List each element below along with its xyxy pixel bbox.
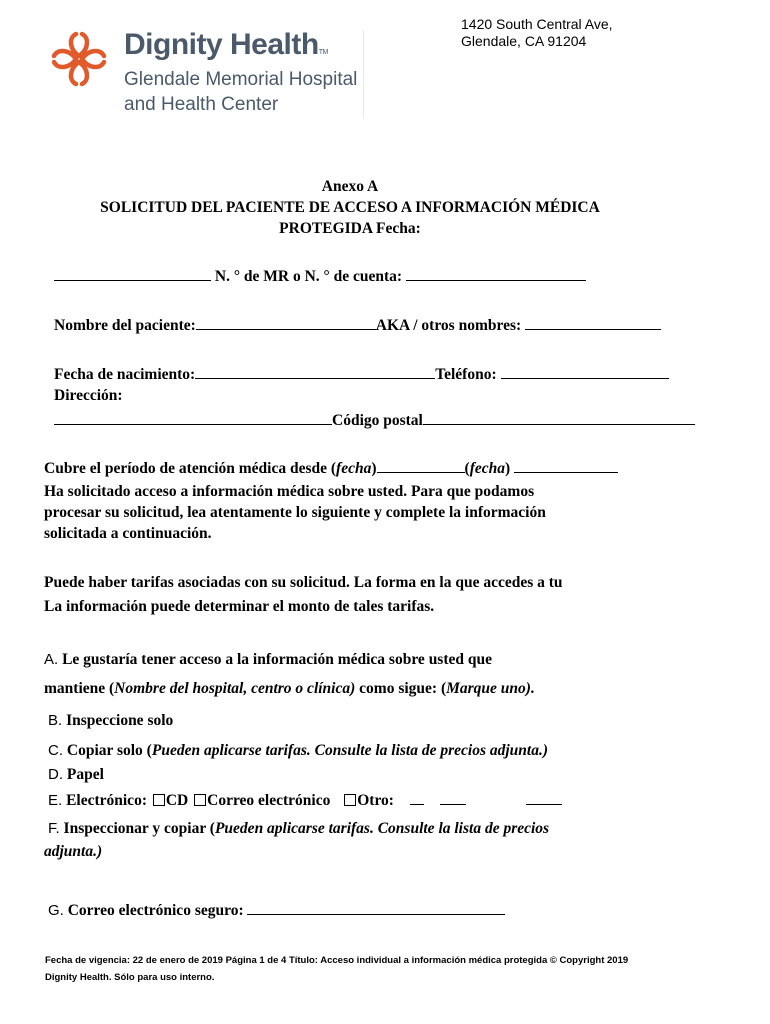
address-line1: 1420 South Central Ave,: [461, 16, 613, 32]
footer-line1: Fecha de vigencia: 22 de enero de 2019 Página 1 de 4 Título: Acceso individual a información médica protegida © Copyright 2019: [45, 955, 629, 966]
mr-row: [54, 266, 586, 286]
patient-name-row: [54, 315, 661, 335]
period-to-field[interactable]: [514, 458, 618, 473]
title-date: PROTEGIDA Fecha:: [279, 220, 421, 237]
other-field-1[interactable]: [410, 790, 424, 805]
phone-field[interactable]: [501, 364, 669, 379]
option-g: G. Correo electrónico seguro:: [48, 900, 505, 920]
option-e: E. Electrónico: CD Correo electrónico Otro:: [48, 790, 562, 810]
email-checkbox[interactable]: [194, 794, 206, 806]
dignity-health-flower-icon: [48, 28, 110, 90]
dob-field[interactable]: [195, 364, 435, 379]
option-d[interactable]: D. Papel: [48, 766, 104, 783]
aka-field[interactable]: [525, 315, 661, 330]
mr-label: N. ° de MR o N. ° de cuenta:: [214, 268, 403, 285]
aka-label: AKA / otros nombres:: [375, 317, 522, 334]
footer: [45, 952, 628, 986]
address: [461, 16, 613, 50]
dob-row: [54, 364, 669, 384]
dob-label: Fecha de nacimiento:: [54, 366, 196, 383]
phone-label: Teléfono:: [435, 366, 497, 383]
form-title: [0, 176, 700, 239]
address-line2: Glendale, CA 91204: [461, 33, 587, 49]
mr-number-field[interactable]: [406, 266, 586, 281]
footer-line2: Dignity Health. Sólo para uso interno.: [45, 972, 215, 983]
other-field-2[interactable]: [440, 790, 466, 805]
patient-name-label: Nombre del paciente:: [54, 317, 196, 334]
period-from-field[interactable]: [377, 458, 465, 473]
option-c[interactable]: C. Copiar solo (Pueden aplicarse tarifas. Consulte la lista de precios adjunta.): [48, 742, 548, 759]
fees-paragraph: Puede haber tarifas asociadas con su solicitud. La forma en la que accedes a tu La información puede determinar el monto de tales tarifas.: [44, 574, 563, 615]
option-b[interactable]: B. Inspeccione solo: [48, 712, 174, 729]
option-f-line2: adjunta.): [44, 843, 103, 860]
annex-label: Anexo A: [321, 178, 379, 195]
logo: [48, 28, 368, 120]
other-field-3[interactable]: [526, 790, 562, 805]
other-checkbox[interactable]: [344, 794, 356, 806]
option-a: A. Le gustaría tener acceso a la información médica sobre usted que: [44, 651, 492, 668]
option-f[interactable]: F. Inspeccionar y copiar (Pueden aplicarse tarifas. Consulte la lista de precios: [48, 820, 550, 837]
logo-divider: [363, 30, 364, 118]
address-zip-row: [54, 410, 695, 430]
zip-field[interactable]: [423, 410, 695, 425]
hospital-name-line2: and Health Center: [124, 94, 279, 115]
secure-email-field[interactable]: [247, 900, 505, 915]
cd-checkbox[interactable]: [153, 794, 165, 806]
care-period-row: Cubre el período de atención médica desde (fecha) (fecha): [44, 458, 618, 478]
zip-label: Código postal: [332, 412, 423, 429]
patient-name-field[interactable]: [196, 315, 376, 330]
address-field[interactable]: [54, 410, 332, 425]
address-label: Dirección:: [54, 387, 123, 404]
mr-prefix-blank[interactable]: [54, 266, 211, 281]
title-main: SOLICITUD DEL PACIENTE DE ACCESO A INFORMACIÓN MÉDICA: [100, 199, 600, 216]
intro-paragraph: Ha solicitado acceso a información médica sobre usted. Para que podamos procesar su solicitud, lea atentamente lo siguiente y complete la información solicitada a continuación.: [44, 483, 546, 542]
trademark: TM: [318, 49, 328, 56]
option-a-line2: mantiene (Nombre del hospital, centro o clínica) como sigue: (Marque uno).: [44, 680, 535, 697]
hospital-name-line1: Glendale Memorial Hospital: [124, 69, 358, 90]
brand-name: Dignity HealthTM: [124, 28, 328, 61]
